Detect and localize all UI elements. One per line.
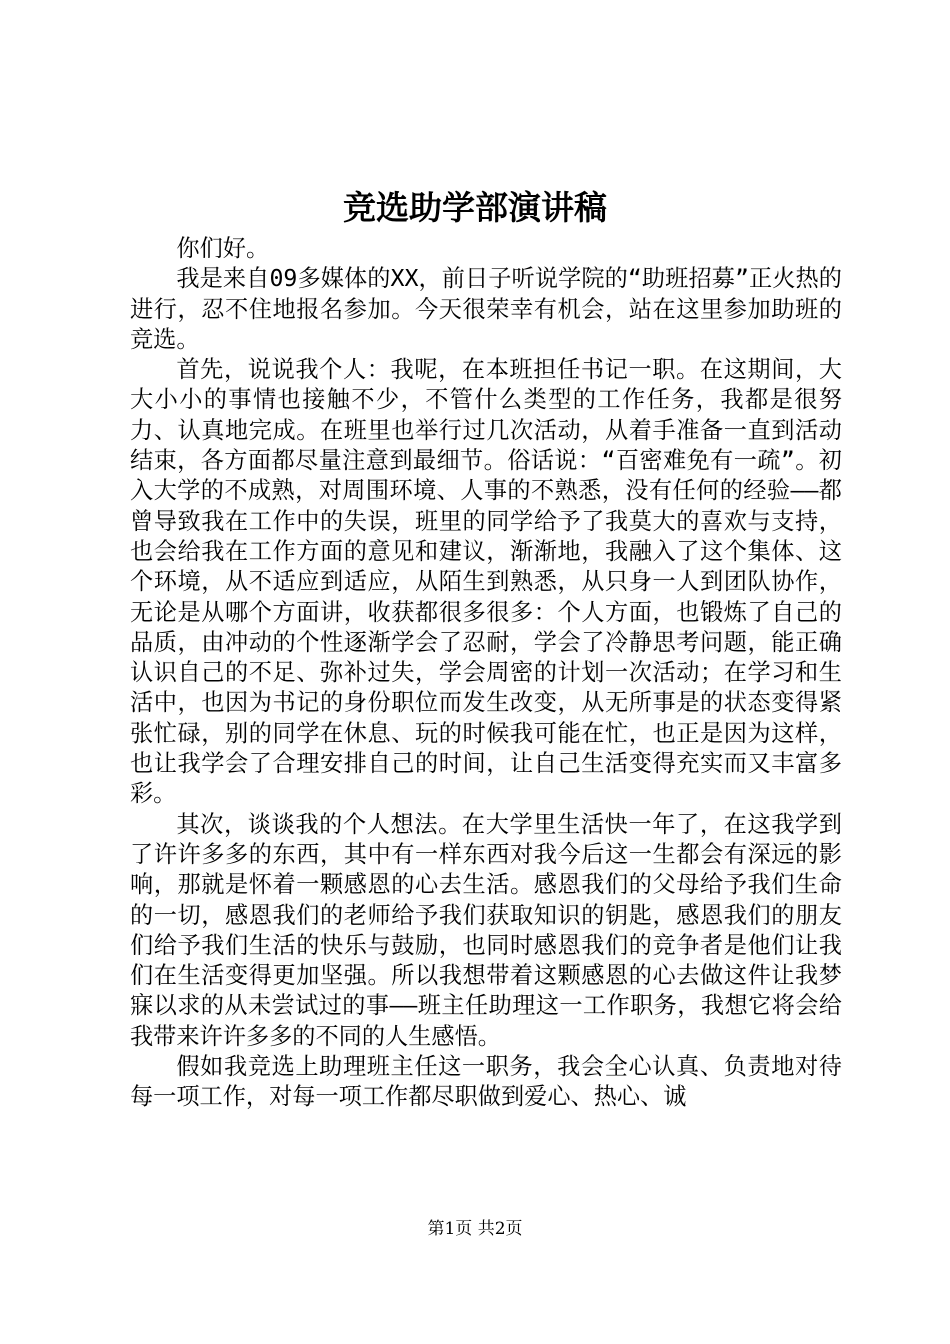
paragraph-greeting: 你们好。 bbox=[176, 235, 270, 262]
paragraph-introduction: 我是来自09多媒体的XX，前日子听说学院的“助班招募”正火热的进行，忍不住地报名参加。今天很荣幸有机会，站在这里参加助班的竞选。 bbox=[130, 265, 842, 353]
paragraph-personal-thoughts: 其次，谈谈我的个人想法。在大学里生活快一年了，在这我学到了许许多多的东西，其中有一样东西对我今后这一生都会有深远的影响，那就是怀着一颗感恩的心去生活。感恩我们的父母给予我们生命的一切，感恩我们的老师给予我们获取知识的钥匙，感恩我们的朋友们给予我们生活的快乐与鼓励，也同时感恩我们的竞争者是他们让我们在生活变得更加坚强。所以我想带着这颗感恩的心去做这件让我梦寐以求的从未尝试过的事——班主任助理这一工作职务，我想它将会给我带来许许多多的不同的人生感悟。 bbox=[130, 810, 842, 1050]
paragraph-commitment: 假如我竞选上助理班主任这一职务，我会全心认真、负责地对待每一项工作，对每一项工作都尽职做到爱心、热心、诚 bbox=[130, 1053, 842, 1111]
paragraph-personal-experience: 首先，说说我个人：我呢，在本班担任书记一职。在这期间，大大小小的事情也接触不少，不管什么类型的工作任务，我都是很努力、认真地完成。在班里也举行过几次活动，从着手准备一直到活动结束，各方面都尽量注意到最细节。俗话说：“百密难免有一疏”。初入大学的不成熟，对周围环境、人事的不熟悉，没有任何的经验——都曾导致我在工作中的失误，班里的同学给予了我莫大的喜欢与支持，也会给我在工作方面的意见和建议，渐渐地，我融入了这个集体、这个环境，从不适应到适应，从陌生到熟悉，从只身一人到团队协作，无论是从哪个方面讲，收获都很多很多：个人方面，也锻炼了自己的品质，由冲动的个性逐渐学会了忍耐，学会了冷静思考问题，能正确认识自己的不足、弥补过失，学会周密的计划一次活动；在学习和生活中，也因为书记的身份职位而发生改变，从无所事是的状态变得紧张忙碌，别的同学在休息、玩的时候我可能在忙，也正是因为这样，也让我学会了合理安排自己的时间，让自己生活变得充实而又丰富多彩。 bbox=[130, 356, 842, 808]
page-number-footer: 第1页 共2页 bbox=[427, 1219, 523, 1239]
document-title: 竞选助学部演讲稿 bbox=[343, 188, 607, 227]
document-body bbox=[130, 234, 842, 1113]
